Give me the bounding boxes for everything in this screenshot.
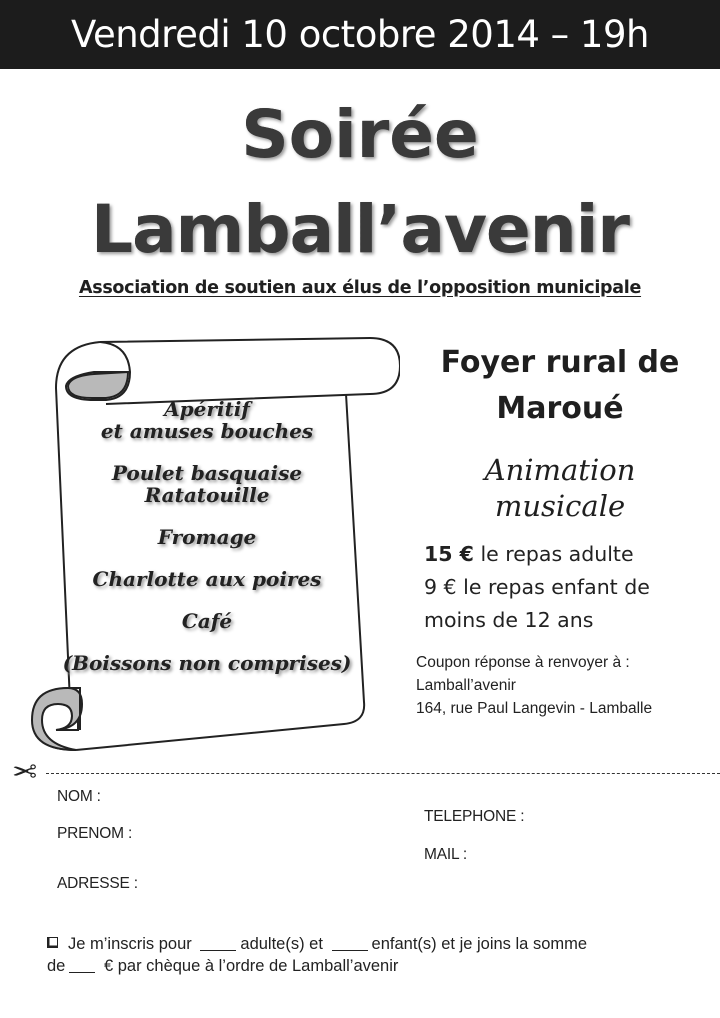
menu-item-main: Poulet basquaise Ratatouille <box>111 461 303 507</box>
nom-input[interactable] <box>105 788 305 806</box>
prenom-label: PRENOM : <box>57 825 133 842</box>
price-list <box>424 538 714 637</box>
child-price-line1: 9 € le repas enfant de <box>424 575 650 599</box>
mail-input[interactable] <box>471 846 671 864</box>
prenom-field <box>57 825 336 843</box>
date-banner <box>0 0 720 69</box>
date-text: Vendredi 10 octobre 2014 – 19h <box>71 13 649 56</box>
coupon-address: Coupon réponse à renvoyer à : Lamball’avenir 164, rue Paul Langevin - Lamballe <box>416 654 653 717</box>
event-title-line1: Soirée <box>0 95 720 175</box>
venue-name: Foyer rural de Maroué <box>440 345 680 426</box>
menu-item-coffee: Café <box>181 609 233 633</box>
prenom-input[interactable] <box>136 825 336 843</box>
mail-field <box>424 846 671 864</box>
telephone-field <box>424 808 688 826</box>
menu-note-drinks: (Boissons non comprises) <box>62 651 352 675</box>
adults-count-blank[interactable] <box>200 936 236 951</box>
child-price-line2: moins de 12 ans <box>424 608 594 632</box>
adresse-label: ADRESSE : <box>57 875 138 892</box>
menu-item-aperitif: Apéritif et amuses bouches <box>100 397 314 443</box>
cut-line <box>46 773 720 774</box>
menu-item-dessert: Charlotte aux poires <box>92 567 322 591</box>
adresse-field <box>57 875 342 893</box>
mail-label: MAIL : <box>424 846 468 863</box>
signup-checkbox[interactable] <box>47 937 58 948</box>
animation-musicale: Animation musicale <box>484 453 636 523</box>
telephone-input[interactable] <box>528 808 688 826</box>
amount-blank[interactable] <box>69 958 95 973</box>
children-count-blank[interactable] <box>332 936 368 951</box>
adult-price: 15 € le repas adulte <box>424 542 634 566</box>
adresse-input[interactable] <box>142 875 342 893</box>
event-title-line2: Lamball’avenir <box>0 190 720 270</box>
association-subtitle: Association de soutien aux élus de l’opposition municipale <box>78 278 642 298</box>
nom-label: NOM : <box>57 788 101 805</box>
signup-statement: Je m’inscris pour adulte(s) et enfant(s) et je joins la somme de € par chèque à l’ordre de Lamball’avenir <box>47 935 588 975</box>
scissors-icon: ✂ <box>12 755 38 790</box>
nom-field <box>57 788 305 806</box>
menu-list <box>62 398 352 694</box>
telephone-label: TELEPHONE : <box>424 808 525 825</box>
menu-item-cheese: Fromage <box>157 525 257 549</box>
